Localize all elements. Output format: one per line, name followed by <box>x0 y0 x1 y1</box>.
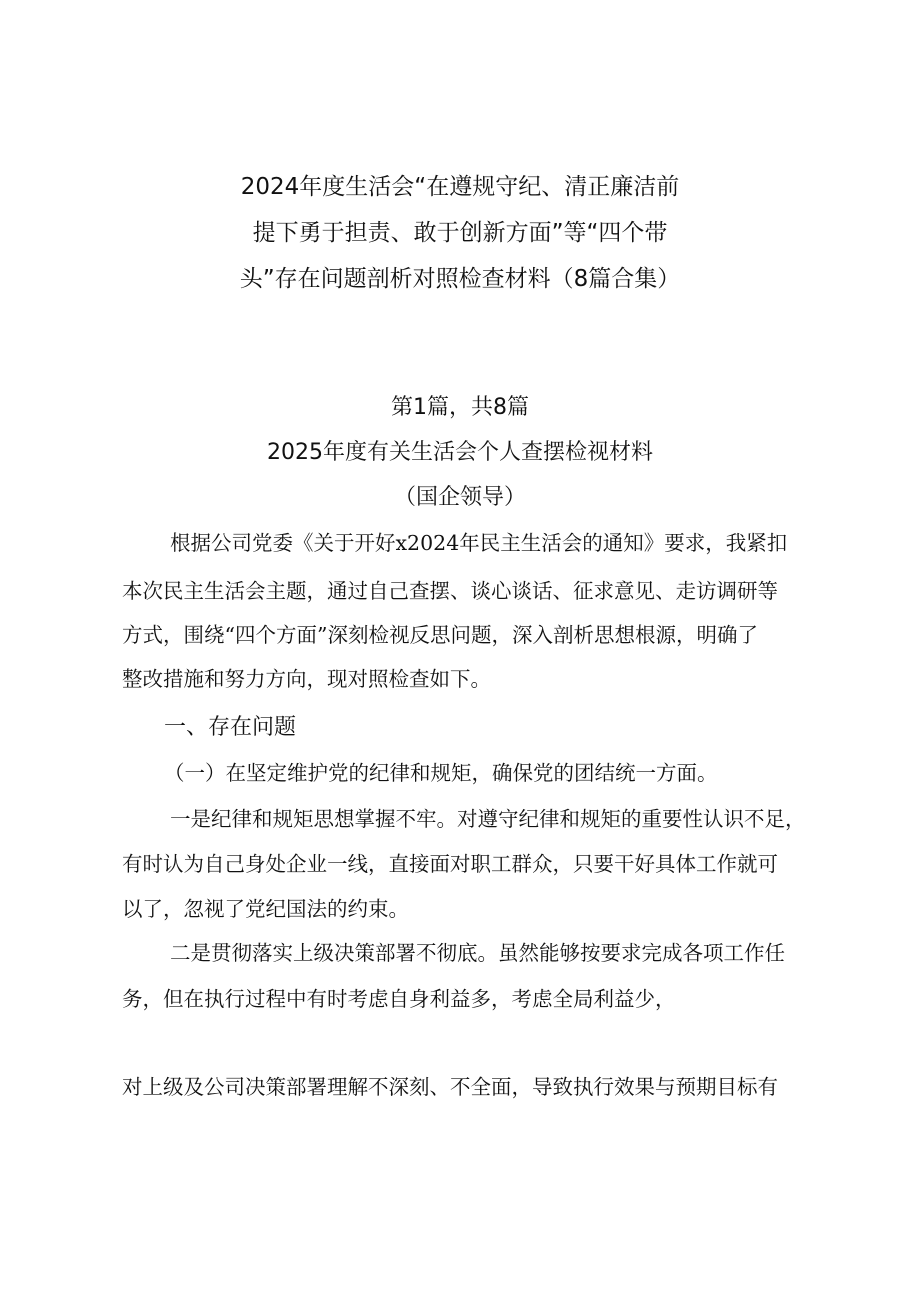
subsection-title: （一）在坚定维护党的纪律和规矩，确保党的团结统一方面。 <box>164 761 718 785</box>
article-subheading: （国企领导） <box>393 485 526 510</box>
paragraph-3-line-1: 对上级及公司决策部署理解不深刻、不全面，导致执行效果与预期目标有 <box>122 1075 778 1099</box>
article-index: 第1篇，共8篇 <box>391 395 529 420</box>
intro-line-2: 本次民主生活会主题，通过自己查摆、谈心谈话、征求意见、走访调研等 <box>122 579 778 603</box>
article-heading: 2025年度有关生活会个人查摆检视材料 <box>267 440 653 465</box>
intro-line-1: 根据公司党委《关于开好x2024年民主生活会的通知》要求，我紧扣 <box>170 531 788 555</box>
paragraph-1-line-2: 有时认为自己身处企业一线，直接面对职工群众，只要干好具体工作就可 <box>122 852 778 876</box>
paragraph-1-line-1: 一是纪律和规矩思想掌握不牢。对遵守纪律和规矩的重要性认识不足， <box>170 807 806 831</box>
paragraph-2-line-2: 务，但在执行过程中有时考虑自身利益多，考虑全局利益少， <box>122 987 676 1011</box>
paragraph-1-line-3: 以了，忽视了党纪国法的约束。 <box>122 897 409 921</box>
document-title-line-1: 2024年度生活会“在遵规守纪、清正廉洁前 <box>240 174 680 200</box>
document-title-line-2: 提下勇于担责、敢于创新方面”等“四个带 <box>252 220 668 246</box>
intro-line-4: 整改措施和努力方向，现对照检查如下。 <box>122 667 491 691</box>
section-title: 一、存在问题 <box>164 715 297 740</box>
intro-line-3: 方式，围绕“四个方面”深刻检视反思问题，深入剖析思想根源，明确了 <box>122 623 758 647</box>
document-title-line-3: 头”存在问题剖析对照检查材料（8篇合集） <box>239 266 681 292</box>
paragraph-2-line-1: 二是贯彻落实上级决策部署不彻底。虽然能够按要求完成各项工作任 <box>170 941 785 965</box>
